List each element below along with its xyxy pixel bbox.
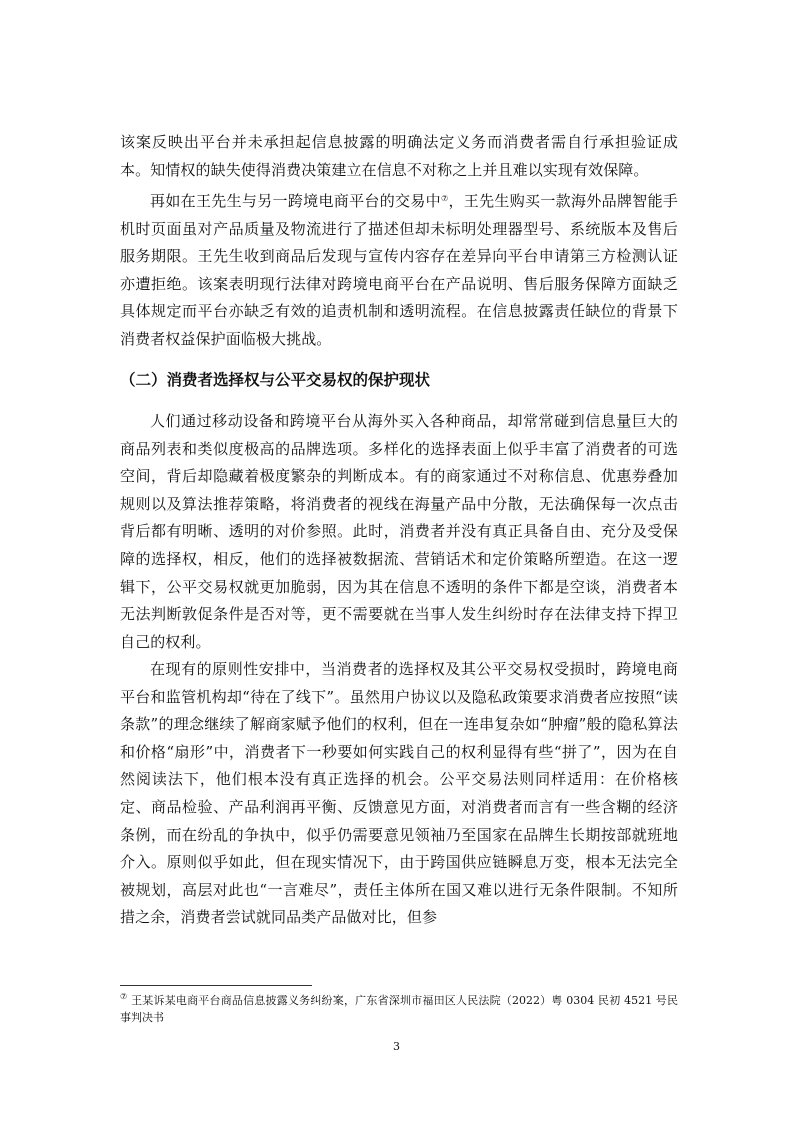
paragraph-text: ，王先生购买一款海外品牌智能手机时页面虽对产品质量及物流进行了描述但却未标明处理器型号、系统版本及售后服务期限。王先生收到商品后发现与宣传内容存在差异向平台申请第三方检测认证亦遭拒绝。该案表明现行法律对跨境电商平台在产品说明、售后服务保障方面缺乏具体规定而平台亦缺乏有效的追责机制和透明流程。在信息披露责任缺位的背景下消费者权益保护面临极大挑战。 xyxy=(120,192,678,348)
paragraph-choice-right xyxy=(120,408,678,656)
footnote-reference[interactable]: ⑦ xyxy=(440,194,449,203)
footnote-mark: ⑦ xyxy=(120,992,128,1001)
paragraph-text: 人们通过移动设备和跨境平台从海外买入各种商品，却常常碰到信息量巨大的商品列表和类似度极高的品牌选项。多样化的选择表面上似乎丰富了消费者的可选空间，背后却隐藏着极度繁杂的判断成本。有的商家通过不对称信息、优惠券叠加规则以及算法推荐策略，将消费者的视线在海量产品中分散，无法确保每一次点击背后都有明晰、透明的对价参照。此时，消费者并没有真正具备自由、充分及受保障的选择权，相反，他们的选择被数据流、营销话术和定价策略所塑造。在这一逻辑下，公平交易权就更加脆弱，因为其在信息不透明的条件下都是空谈，消费者本无法判断敦促条件是否对等，更不需要就在当事人发生纠纷时存在法律支持下捍卫自己的权利。 xyxy=(120,412,678,651)
paragraph-text: 在现有的原则性安排中，当消费者的选择权及其公平交易权受损时，跨境电商平台和监管机构却“待在了线下”。虽然用户协议以及隐私政策要求消费者应按照“读条款”的理念继续了解商家赋予他们的权利，但在一连串复杂如“肿瘤”般的隐私算法和价格“扇形”中，消费者下一秒要如何实践自己的权利显得有些“拼了”，因为在自然阅读法下，他们根本没有真正选择的机会。公平交易法则同样适用：在价格核定、商品检验、产品利润再平衡、反馈意见方面，对消费者而言有一些含糊的经济条例，而在纷乱的争执中，似乎仍需要意见领袖乃至国家在品牌生长期按部就班地介入。原则似乎如此，但在现实情况下，由于跨国供应链瞬息万变，根本无法完全被规划，高层对此也“一言难尽”，责任主体所在国又难以进行无条件限制。不知所措之余，消费者尝试就同品类产品做对比，但参 xyxy=(120,660,678,927)
footnote-text: 王某诉某电商平台商品信息披露义务纠纷案，广东省深圳市福田区人民法院（2022）粤 0304 民初 4521 号民事判决书 xyxy=(120,994,679,1024)
footnote xyxy=(120,993,678,1026)
paragraph-continuation xyxy=(120,129,678,184)
paragraph-text: 再如在王先生与另一跨境电商平台的交易中 xyxy=(150,192,441,210)
paragraph-text: 该案反映出平台并未承担起信息披露的明确法定义务而消费者需自行承担验证成本。知情权的缺失使得消费决策建立在信息不对称之上并且难以实现有效保障。 xyxy=(120,133,678,179)
page-number: 3 xyxy=(393,1040,400,1053)
paragraph-fair-trade xyxy=(120,656,678,932)
section-heading: （二）消费者选择权与公平交易权的保护现状 xyxy=(120,370,431,389)
paragraph-wang-case xyxy=(120,188,678,354)
footnote-divider xyxy=(120,985,312,986)
